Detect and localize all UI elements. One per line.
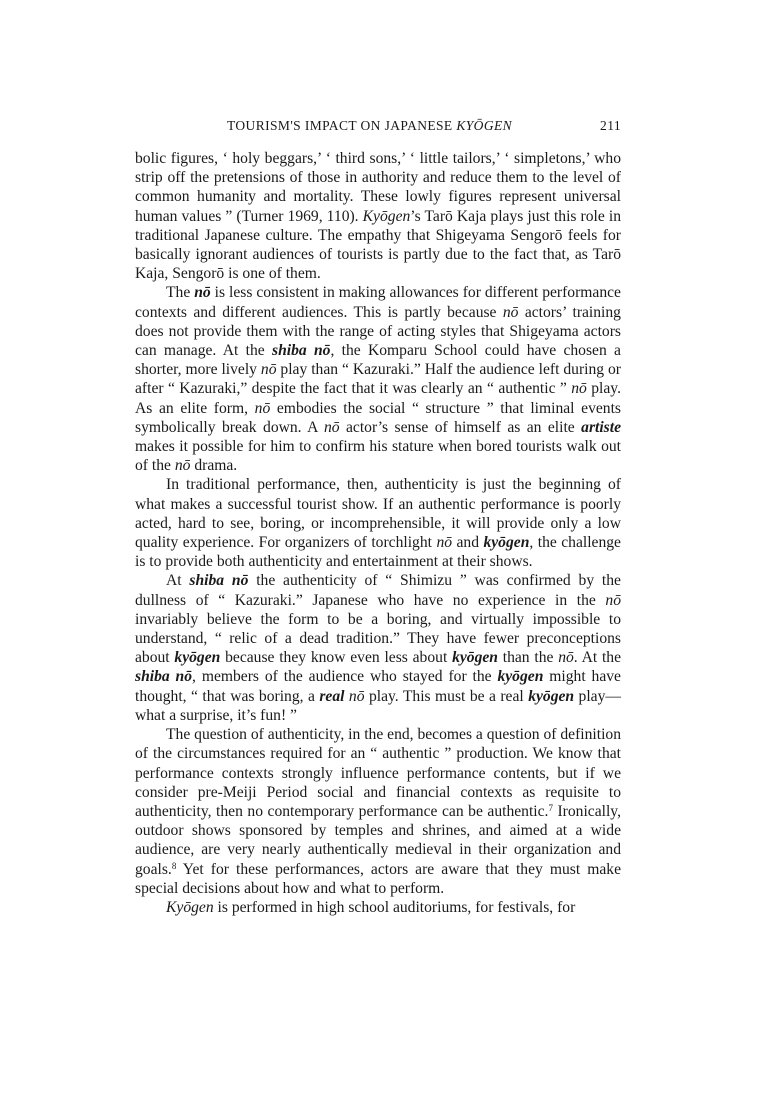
italic-term: nō bbox=[260, 361, 277, 379]
text-run: , the challenge is to provide both authenticity and entertainment at their shows. bbox=[135, 534, 621, 571]
footnote-ref: 8 bbox=[171, 860, 177, 871]
paragraph bbox=[135, 725, 621, 898]
text-run: In traditional performance, then, authenticity is just the beginning of what makes a successful tourist show. If an authentic performance is poorly acted, hard to see, boring, or incomprehensible, it will provide only a low quality experience. For organizers of torchlight bbox=[135, 476, 621, 552]
text-run: , members of the audience who stayed for the bbox=[192, 668, 498, 686]
italic-term: nō bbox=[174, 457, 191, 475]
emphasis-term: kyōgen bbox=[452, 649, 498, 667]
text-run: Ironically, outdoor shows sponsored by temples and shrines, and aimed at a wide audience, are very nearly authentically medieval in their organization and goals. bbox=[135, 802, 621, 878]
emphasis-term: kyōgen bbox=[174, 649, 221, 667]
page-number: 211 bbox=[600, 118, 621, 133]
emphasis-term: kyōgen bbox=[483, 534, 530, 552]
body-text bbox=[135, 149, 621, 917]
text-run: play than “ Kazuraki.” Half the audience left during or after “ Kazuraki,” despite the fact that it was clearly an “ authentic ” bbox=[135, 361, 621, 398]
italic-term: Kyōgen bbox=[166, 898, 214, 916]
italic-term: nō bbox=[323, 418, 340, 436]
italic-term: nō bbox=[254, 399, 271, 417]
text-run: the authenticity of “ Shimizu ” was confirmed by the dullness of “ Kazuraki.” Japanese who have no experience in the bbox=[135, 572, 621, 609]
text-run: drama. bbox=[190, 457, 238, 475]
footnote-ref: 7 bbox=[548, 802, 553, 813]
text-run: , the Komparu School could have chosen a shorter, more lively bbox=[135, 342, 621, 379]
paragraph bbox=[135, 283, 621, 475]
running-title-text: TOURISM'S IMPACT ON JAPANESE bbox=[227, 118, 453, 133]
text-run: than the bbox=[497, 649, 559, 667]
text-run: might have thought, “ that was boring, a bbox=[135, 668, 621, 705]
emphasis-term: kyōgen bbox=[497, 668, 544, 686]
text-run: . At the bbox=[573, 649, 622, 667]
italic-term: nō bbox=[558, 649, 574, 667]
paragraph bbox=[135, 149, 621, 283]
text-run: At bbox=[166, 572, 190, 590]
text-run: The question of authenticity, in the end, becomes a question of definition of the circumstances required for an “ authentic ” production. We know that performance contexts strongly influence performance contents, but if we consider pre-Meiji Period social and financial contexts as requisite to authenticity, then no contemporary performance can be authentic. bbox=[135, 726, 621, 820]
italic-term: nō bbox=[571, 380, 587, 398]
text-run: makes it possible for him to confirm his stature when bored tourists walk out of the bbox=[135, 438, 621, 475]
emphasis-term: shiba nō bbox=[272, 342, 331, 360]
text-run: is performed in high school auditoriums, for festivals, for bbox=[213, 898, 576, 916]
text-run: because they know even less about bbox=[220, 649, 453, 667]
text-run: actors’ training does not provide them with the range of acting styles that Shigeyama actors can manage. At the bbox=[135, 303, 621, 360]
paragraph bbox=[135, 898, 621, 917]
emphasis-term: shiba nō bbox=[189, 572, 249, 590]
emphasis-term: artiste bbox=[581, 418, 622, 436]
paragraph bbox=[135, 475, 621, 571]
emphasis-term: shiba nō bbox=[135, 668, 193, 686]
emphasis-term: kyōgen bbox=[528, 687, 575, 705]
italic-term: Kyōgen bbox=[362, 207, 411, 225]
emphasis-term: nō bbox=[194, 284, 211, 302]
text-run: Yet for these performances, actors are aware that they must make special decisions about how and what to perform. bbox=[135, 860, 621, 897]
running-title-italic: KYŌGEN bbox=[456, 118, 513, 133]
text-run: play—what a surprise, it’s fun! ” bbox=[135, 687, 621, 724]
text-run: embodies the social “ structure ” that liminal events symbolically break down. A bbox=[135, 399, 621, 436]
paragraph bbox=[135, 571, 621, 725]
text-run: is less consistent in making allowances for different performance contexts and different audiences. This is partly because bbox=[135, 284, 621, 321]
emphasis-term: real bbox=[319, 687, 345, 705]
text-run: and bbox=[452, 534, 484, 552]
italic-term: nō bbox=[436, 534, 453, 552]
text-run: actor’s sense of himself as an elite bbox=[339, 418, 582, 436]
text-run: invariably believe the form to be a boring, and virtually impossible to understand, “ relic of a dead tradition.” They have fewer preconceptions about bbox=[135, 610, 621, 667]
text-run: ’s Tarō Kaja plays just this role in traditional Japanese culture. The empathy that Shigeyama Sengorō feels for basically ignorant audiences of tourists is partly due to the fact that, as Tarō Kaja, Sengorō is one of them. bbox=[135, 207, 621, 283]
italic-term: nō bbox=[605, 591, 621, 609]
text-run: bolic figures, ‘ holy beggars,’ ‘ third sons,’ ‘ little tailors,’ ‘ simpletons,’ who strip off the pretensions of those in authority and reduce them to the level of common humanity and mortality. These lowly figures represent universal human values ” (Turner 1969, 110). bbox=[135, 150, 621, 225]
text-run: play. As an elite form, bbox=[135, 380, 621, 417]
text-run: play. This must be a real bbox=[364, 687, 529, 705]
italic-term: nō bbox=[348, 687, 365, 705]
running-title bbox=[227, 118, 512, 134]
text-run: The bbox=[166, 284, 195, 302]
italic-term: nō bbox=[502, 303, 519, 321]
